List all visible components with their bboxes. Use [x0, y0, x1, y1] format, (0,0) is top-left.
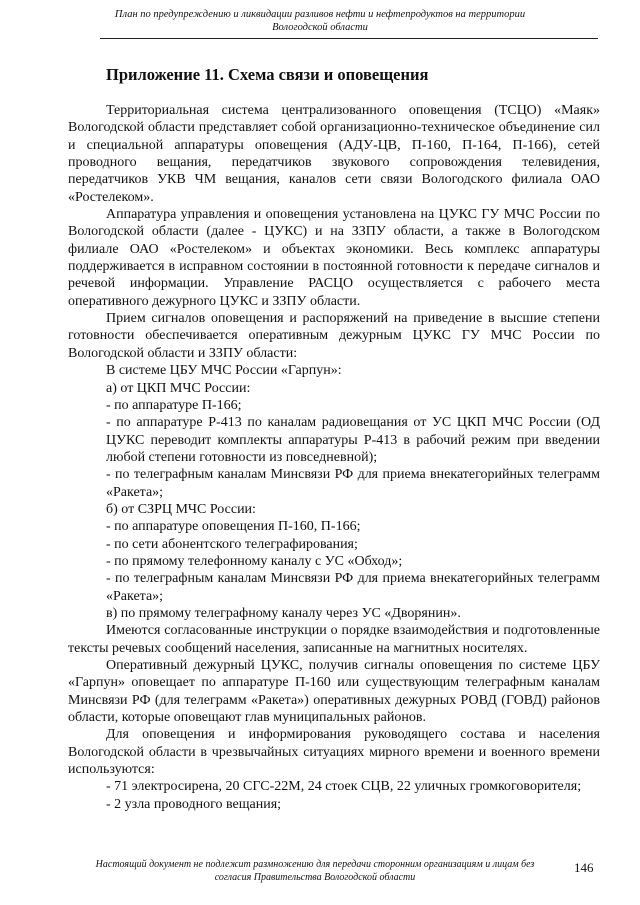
body-paragraph: Имеются согласованные инструкции о порядке взаимодействия и подготовленные тексты речевых сообщений населения, записанные на магнитных носителях. — [68, 623, 600, 656]
page-number: 146 — [574, 860, 594, 875]
body-paragraph: б) от СЗРЦ МЧС России: — [106, 501, 256, 517]
body-text — [68, 102, 600, 813]
page-footer — [70, 858, 560, 884]
body-paragraph: Аппаратура управления и оповещения установлена на ЦУКС ГУ МЧС России по Вологодской области (далее - ЦУКС) и на ЗЗПУ области, а также в Вологодском филиале ОАО «Ростелеком» и объектах экономики. Весь комплекс аппаратуры поддерживается в исправном состоянии в постоянной готовности к передаче сигналов и речевой информации. Управление РАСЦО осуществляется с рабочего места оперативного дежурного ЦУКС и ЗЗПУ области. — [68, 207, 600, 309]
body-paragraph: - по аппаратуре оповещения П-160, П-166; — [106, 519, 361, 535]
body-paragraph: Оперативный дежурный ЦУКС, получив сигналы оповещения по системе ЦБУ «Гарпун» оповещает по аппаратуре П-160 или существующим телеграфным каналам Минсвязи РФ (для телеграмм «Ракета») оперативных дежурных РОВД (ГОВД) районов области, которые оповещают глав муниципальных районов. — [68, 658, 600, 726]
body-paragraph: - по сети абонентского телеграфирования; — [106, 536, 358, 552]
header-line-2: Вологодской области — [272, 22, 368, 33]
body-paragraph: - по телеграфным каналам Минсвязи РФ для приема внекатегорийных телеграмм «Ракета»; — [106, 571, 600, 604]
footer-line-1: Настоящий документ не подлежит размножению для передачи сторонним организациям и лицам без — [95, 859, 535, 870]
body-paragraph: - по аппаратуре Р-413 по каналам радиовещания от УС ЦКП МЧС России (ОД ЦУКС переводит комплекты аппаратуры Р-413 в рабочий режим при введении любой степени готовности из повседневной); — [106, 415, 600, 465]
body-paragraph: В системе ЦБУ МЧС России «Гарпун»: — [106, 363, 342, 379]
body-paragraph: - по прямому телефонному каналу с УС «Обход»; — [106, 553, 403, 569]
footer-line-2: согласия Правительства Вологодской области — [214, 872, 416, 883]
body-paragraph: в) по прямому телеграфному каналу через УС «Дворянин». — [106, 605, 461, 621]
body-paragraph: - 71 электросирена, 20 СГС-22М, 24 стоек СЦВ, 22 уличных громкоговорителя; — [106, 779, 582, 795]
body-paragraph: Для оповещения и информирования руководящего состава и населения Вологодской области в чрезвычайных ситуациях мирного времени и военного времени используются: — [68, 727, 600, 778]
body-paragraph: - 2 узла проводного вещания; — [106, 796, 282, 812]
body-paragraph: - по аппаратуре П-166; — [106, 397, 242, 413]
page-header — [0, 8, 640, 34]
header-line-1: План по предупреждению и ликвидации разливов нефти и нефтепродуктов на территории — [114, 9, 526, 20]
body-paragraph: Территориальная система централизованного оповещения (ТСЦО) «Маяк» Вологодской области представляет собой организационно-техническое объединение сил и специальной аппаратуры оповещения (АДУ-ЦВ, П-160, П-164, П-166), сетей проводного вещания, передатчиков звукового сопровождения телевидения, передатчиков УКВ ЧМ вещания, каналов сети связи Вологодского филиала ОАО «Ростелеком». — [68, 103, 600, 205]
section-title: Приложение 11. Схема связи и оповещения — [106, 65, 429, 84]
header-divider — [100, 38, 598, 39]
body-paragraph: Прием сигналов оповещения и распоряжений на приведение в высшие степени готовности обеспечивается оперативным дежурным ЦУКС ГУ МЧС России по Вологодской области и ЗЗПУ области: — [68, 311, 600, 361]
body-paragraph: а) от ЦКП МЧС России: — [106, 380, 251, 396]
body-paragraph: - по телеграфным каналам Минсвязи РФ для приема внекатегорийных телеграмм «Ракета»; — [106, 467, 600, 500]
